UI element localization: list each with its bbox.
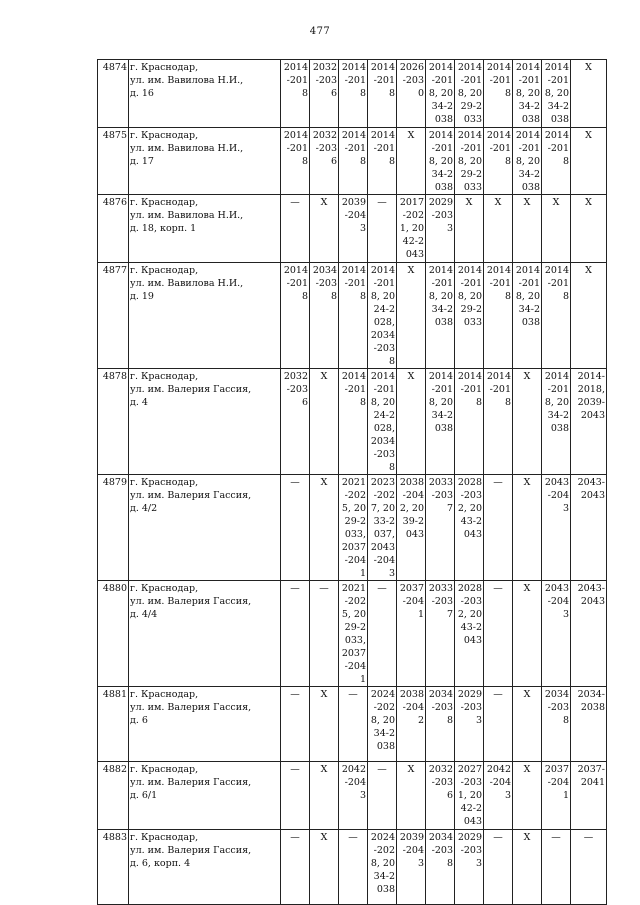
period-cell: 2014-2018, 2034-2038 [426, 263, 455, 369]
period-cell: X [571, 60, 607, 128]
period-cell: — [571, 830, 607, 905]
period-cell: 2029-2033 [426, 195, 455, 263]
period-cell: X [513, 195, 542, 263]
period-cell: 2014-2018, 2034-2038 [426, 369, 455, 475]
period-cell: 2017-2021, 2042-2043 [397, 195, 426, 263]
period-cell: 2023-2027, 2033-2037, 2043-2043 [368, 475, 397, 581]
row-number: 4882 [98, 762, 129, 830]
row-number: 4875 [98, 128, 129, 195]
row-number: 4880 [98, 581, 129, 687]
period-cell: X [310, 830, 339, 905]
address-cell: г. Краснодар, ул. им. Валерия Гассия, д. 6/1 [129, 762, 281, 830]
period-cell: 2014-2018, 2034-2038 [513, 128, 542, 195]
period-cell: X [513, 687, 542, 762]
row-number: 4876 [98, 195, 129, 263]
period-cell: — [281, 830, 310, 905]
period-cell: 2038-2042, 2039-2043 [397, 475, 426, 581]
address-cell: г. Краснодар, ул. им. Вавилова Н.И., д. 19 [129, 263, 281, 369]
address-cell: г. Краснодар, ул. им. Валерия Гассия, д. 6 [129, 687, 281, 762]
period-cell: X [513, 475, 542, 581]
period-cell: — [281, 581, 310, 687]
table-row [98, 830, 607, 905]
period-cell: 2014-2018, 2024-2028, 2034-2038 [368, 369, 397, 475]
period-cell: 2014-2018 [542, 263, 571, 369]
period-cell: — [281, 195, 310, 263]
period-cell: — [484, 687, 513, 762]
period-cell: X [484, 195, 513, 263]
period-cell: X [310, 762, 339, 830]
period-cell: 2014-2018 [339, 369, 368, 475]
period-cell: X [397, 128, 426, 195]
period-cell: 2043-2043 [542, 581, 571, 687]
period-cell: — [484, 830, 513, 905]
table-row [98, 263, 607, 369]
period-cell: — [368, 195, 397, 263]
period-cell: 2037-2041 [397, 581, 426, 687]
period-cell: 2027-2031, 2042-2043 [455, 762, 484, 830]
period-cell: 2014-2018 [455, 369, 484, 475]
period-cell: X [310, 195, 339, 263]
period-cell: 2032-2036 [281, 369, 310, 475]
period-cell: X [310, 687, 339, 762]
period-cell: 2014-2018 [339, 60, 368, 128]
period-cell: 2014-2018, 2029-2033 [455, 263, 484, 369]
period-cell: X [542, 195, 571, 263]
period-cell: 2034-2038 [571, 687, 607, 762]
period-cell: 2034-2038 [542, 687, 571, 762]
period-cell: X [397, 762, 426, 830]
period-cell: 2034-2038 [310, 263, 339, 369]
period-cell: 2028-2032, 2043-2043 [455, 475, 484, 581]
period-cell: 2043-2043 [542, 475, 571, 581]
period-cell: — [542, 830, 571, 905]
period-cell: 2021-2025, 2029-2033, 2037-2041 [339, 581, 368, 687]
period-cell: 2032-2036 [310, 128, 339, 195]
period-cell: X [513, 581, 542, 687]
period-cell: X [397, 369, 426, 475]
period-cell: 2039-2043 [339, 195, 368, 263]
table-row [98, 762, 607, 830]
period-cell: 2014-2018 [281, 60, 310, 128]
period-cell: 2014-2018, 2039-2043 [571, 369, 607, 475]
period-cell: 2028-2032, 2043-2043 [455, 581, 484, 687]
period-cell: X [397, 263, 426, 369]
period-cell: 2032-2036 [426, 762, 455, 830]
registry-table [97, 59, 607, 905]
period-cell: 2034-2038 [426, 830, 455, 905]
period-cell: — [484, 581, 513, 687]
period-cell: 2021-2025, 2029-2033, 2037-2041 [339, 475, 368, 581]
period-cell: 2024-2028, 2034-2038 [368, 830, 397, 905]
period-cell: 2037-2041 [571, 762, 607, 830]
row-number: 4878 [98, 369, 129, 475]
period-cell: 2014-2018, 2034-2038 [426, 128, 455, 195]
period-cell: 2014-2018, 2024-2028, 2034-2038 [368, 263, 397, 369]
period-cell: 2033-2037 [426, 581, 455, 687]
page-number: 477 [309, 26, 331, 37]
period-cell: 2043-2043 [571, 475, 607, 581]
period-cell: 2014-2018, 2034-2038 [513, 263, 542, 369]
period-cell: X [513, 369, 542, 475]
table-row [98, 369, 607, 475]
period-cell: — [281, 687, 310, 762]
period-cell: 2014-2018 [484, 369, 513, 475]
period-cell: X [310, 369, 339, 475]
row-number: 4877 [98, 263, 129, 369]
address-cell: г. Краснодар, ул. им. Валерия Гассия, д. 6, корп. 4 [129, 830, 281, 905]
period-cell: 2038-2042 [397, 687, 426, 762]
period-cell: 2043-2043 [571, 581, 607, 687]
period-cell: 2014-2018 [368, 128, 397, 195]
period-cell: X [513, 830, 542, 905]
period-cell: 2014-2018, 2029-2033 [455, 60, 484, 128]
period-cell: 2042-2043 [339, 762, 368, 830]
period-cell: 2014-2018 [339, 128, 368, 195]
period-cell: 2029-2033 [455, 830, 484, 905]
period-cell: X [310, 475, 339, 581]
table-row [98, 687, 607, 762]
period-cell: 2039-2043 [397, 830, 426, 905]
period-cell: 2037-2041 [542, 762, 571, 830]
address-cell: г. Краснодар, ул. им. Валерия Гассия, д. 4 [129, 369, 281, 475]
row-number: 4883 [98, 830, 129, 905]
period-cell: X [513, 762, 542, 830]
period-cell: — [339, 687, 368, 762]
period-cell: 2014-2018 [484, 60, 513, 128]
address-cell: г. Краснодар, ул. им. Вавилова Н.И., д. 18, корп. 1 [129, 195, 281, 263]
address-cell: г. Краснодар, ул. им. Вавилова Н.И., д. 17 [129, 128, 281, 195]
period-cell: 2014-2018, 2029-2033 [455, 128, 484, 195]
period-cell: 2042-2043 [484, 762, 513, 830]
period-cell: 2026-2030 [397, 60, 426, 128]
period-cell: — [368, 581, 397, 687]
period-cell: 2029-2033 [455, 687, 484, 762]
period-cell: 2014-2018, 2034-2038 [542, 60, 571, 128]
period-cell: — [484, 475, 513, 581]
period-cell: X [455, 195, 484, 263]
row-number: 4879 [98, 475, 129, 581]
period-cell: — [281, 475, 310, 581]
period-cell: 2024-2028, 2034-2038 [368, 687, 397, 762]
period-cell: 2014-2018 [339, 263, 368, 369]
table-row [98, 128, 607, 195]
period-cell: 2014-2018 [542, 128, 571, 195]
address-cell: г. Краснодар, ул. им. Вавилова Н.И., д. 16 [129, 60, 281, 128]
row-number: 4881 [98, 687, 129, 762]
period-cell: — [368, 762, 397, 830]
table-row [98, 60, 607, 128]
period-cell: X [571, 195, 607, 263]
period-cell: — [310, 581, 339, 687]
table-row [98, 195, 607, 263]
period-cell: 2014-2018 [368, 60, 397, 128]
table-row [98, 475, 607, 581]
address-cell: г. Краснодар, ул. им. Валерия Гассия, д. 4/4 [129, 581, 281, 687]
period-cell: — [339, 830, 368, 905]
period-cell: 2033-2037 [426, 475, 455, 581]
period-cell: 2032-2036 [310, 60, 339, 128]
period-cell: 2014-2018 [484, 263, 513, 369]
table-row [98, 581, 607, 687]
period-cell: — [281, 762, 310, 830]
period-cell: 2014-2018, 2034-2038 [513, 60, 542, 128]
period-cell: 2014-2018 [281, 263, 310, 369]
period-cell: 2014-2018, 2034-2038 [542, 369, 571, 475]
period-cell: 2014-2018, 2034-2038 [426, 60, 455, 128]
period-cell: 2014-2018 [281, 128, 310, 195]
address-cell: г. Краснодар, ул. им. Валерия Гассия, д. 4/2 [129, 475, 281, 581]
period-cell: 2014-2018 [484, 128, 513, 195]
period-cell: X [571, 128, 607, 195]
period-cell: 2034-2038 [426, 687, 455, 762]
period-cell: X [571, 263, 607, 369]
row-number: 4874 [98, 60, 129, 128]
